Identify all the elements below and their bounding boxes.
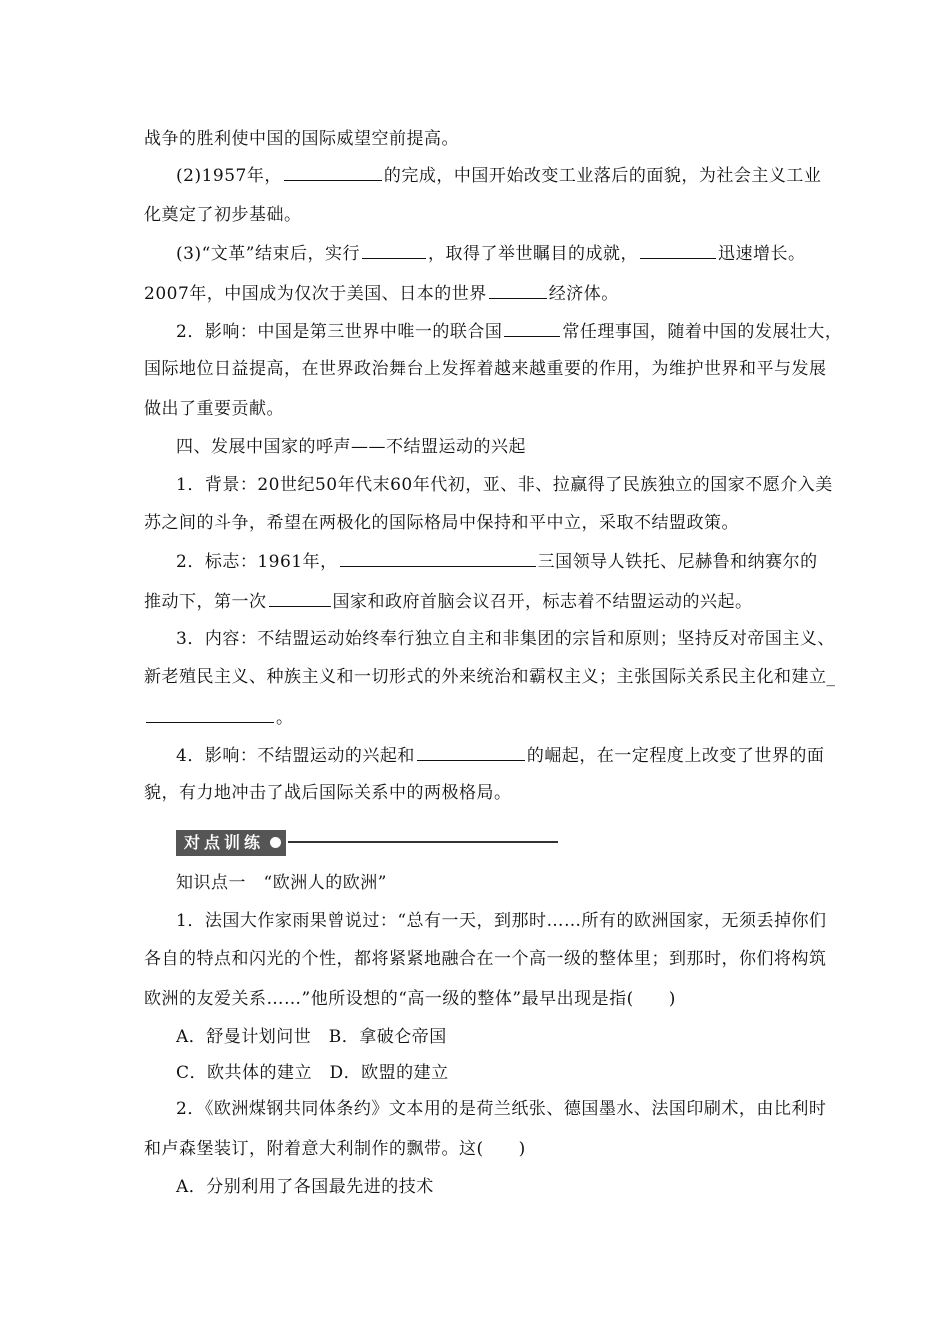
section-divider [288, 841, 558, 843]
fill-blank[interactable] [417, 744, 525, 761]
text-span: C．欧共体的建立 D．欧盟的建立 [176, 1063, 449, 1083]
text-line [176, 550, 818, 573]
text-line [144, 282, 619, 305]
question-line [176, 910, 827, 932]
text-span: 新老殖民主义、种族主义和一切形式的外来统治和霸权主义；主张国际关系民主化和建立_ [144, 667, 836, 687]
fill-blank[interactable] [284, 164, 382, 181]
text-span: 战争的胜利使中国的国际威望空前提高。 [144, 129, 459, 149]
text-span: A．舒曼计划问世 B．拿破仑帝国 [176, 1027, 447, 1047]
text-line [176, 320, 842, 343]
fill-blank[interactable] [489, 282, 547, 299]
text-span: 3．内容：不结盟运动始终奉行独立自主和非集团的宗旨和原则；坚持反对帝国主义、 [176, 629, 835, 649]
text-line [144, 128, 459, 150]
fill-blank[interactable] [269, 590, 331, 607]
text-span: 三国领导人铁托、尼赫鲁和纳赛尔的 [537, 552, 818, 572]
question-line [144, 988, 676, 1010]
text-span: 常任理事国，随着中国的发展壮大， [562, 322, 843, 342]
question-line [144, 1138, 526, 1160]
text-span: 迅速增长。 [717, 244, 806, 264]
text-span: 2007年，中国成为仅次于美国、日本的世界 [144, 284, 487, 304]
text-span: 国际地位日益提高，在世界政治舞台上发挥着越来越重要的作用，为维护世界和平与发展 [144, 359, 827, 379]
text-span: 四、发展中国家的呼声——不结盟运动的兴起 [176, 437, 526, 457]
section-header-label: 对点训练 [176, 830, 286, 856]
text-line [144, 590, 753, 613]
text-span: 化奠定了初步基础。 [144, 205, 302, 225]
text-span: 和卢森堡装订，附着意大利制作的飘带。这( ) [144, 1139, 526, 1159]
text-span: (3)“文革”结束后，实行 [176, 244, 360, 264]
knowledge-point-title [176, 872, 387, 894]
answer-options [176, 1062, 449, 1084]
text-span: 貌，有力地冲击了战后国际关系中的两极格局。 [144, 783, 512, 803]
question-line [144, 948, 827, 970]
text-line [176, 628, 835, 650]
text-line [144, 398, 284, 420]
text-span: 的完成，中国开始改变工业落后的面貌，为社会主义工业 [383, 166, 822, 186]
text-span: ，取得了举世瞩目的成就， [427, 244, 638, 264]
text-span: 经济体。 [548, 284, 619, 304]
text-line [144, 782, 512, 804]
text-span: 做出了重要贡献。 [144, 399, 284, 419]
text-span: 1．法国大作家雨果曾说过：“总有一天，到那时……所有的欧洲国家，无须丢掉你们 [176, 911, 827, 931]
text-span: A．分别利用了各国最先进的技术 [176, 1177, 434, 1197]
text-span: 知识点一 “欧洲人的欧洲” [176, 873, 387, 893]
fill-blank[interactable] [504, 320, 560, 337]
text-line [176, 164, 821, 187]
text-line [176, 744, 824, 767]
text-span: 2．《欧洲煤钢共同体条约》文本用的是荷兰纸张、德国墨水、法国印刷术，由比利时 [176, 1099, 827, 1119]
text-span: 1．背景：20世纪50年代末60年代初，亚、非、拉赢得了民族独立的国家不愿介入美 [176, 475, 833, 495]
question-line [176, 1098, 826, 1120]
answer-options [176, 1176, 434, 1198]
text-span: 苏之间的斗争，希望在两极化的国际格局中保持和平中立，采取不结盟政策。 [144, 513, 739, 533]
text-line [144, 204, 302, 226]
text-span: 的崛起，在一定程度上改变了世界的面 [526, 746, 825, 766]
text-span: 2．影响：中国是第三世界中唯一的联合国 [176, 322, 503, 342]
text-line [144, 666, 836, 688]
text-line [144, 512, 739, 534]
text-span: 国家和政府首脑会议召开，标志着不结盟运动的兴起。 [332, 592, 753, 612]
text-line [176, 474, 833, 496]
fill-blank[interactable] [340, 550, 536, 567]
text-span: 各自的特点和闪光的个性，都将紧紧地融合在一个高一级的整体里；到那时，你们将构筑 [144, 949, 827, 969]
bullet-dot-icon [270, 837, 281, 848]
fill-blank[interactable] [146, 706, 274, 723]
fill-blank[interactable] [640, 242, 716, 259]
text-span: 。 [276, 708, 294, 728]
text-span: (2)1957年， [176, 166, 282, 186]
text-span: 欧洲的友爱关系……”他所设想的“高一级的整体”最早出现是指( ) [144, 989, 676, 1009]
text-span: 2．标志：1961年， [176, 552, 338, 572]
text-line [144, 706, 294, 729]
text-line [176, 242, 805, 265]
text-span: 推动下，第一次 [144, 592, 267, 612]
section-heading [176, 436, 526, 458]
answer-options [176, 1026, 447, 1048]
fill-blank[interactable] [362, 242, 426, 259]
text-span: 4．影响：不结盟运动的兴起和 [176, 746, 415, 766]
text-line [144, 358, 827, 380]
